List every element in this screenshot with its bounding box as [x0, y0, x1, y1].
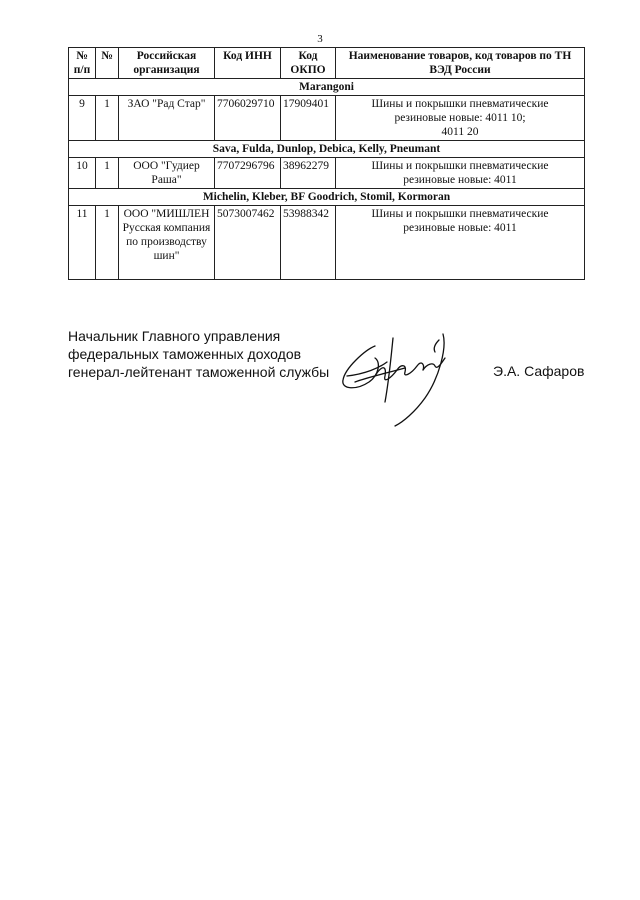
table-header-row [69, 48, 585, 79]
signatory-title-line: Начальник Главного управления [68, 328, 281, 344]
table-row [69, 158, 585, 189]
goods-line: Шины и покрышки пневматические [371, 160, 549, 172]
brand-group-row [69, 141, 585, 158]
goods-line: Шины и покрышки пневматические [371, 208, 549, 220]
cell-goods [336, 206, 585, 280]
goods-line: резиновые новые: 4011 [403, 222, 517, 234]
brand-group-label: Michelin, Kleber, BF Goodrich, Stomil, Kormoran [69, 189, 585, 206]
goods-line: Шины и покрышки пневматические [371, 98, 549, 110]
cell-okpo: 38962279 [281, 158, 336, 189]
cell-inn: 7706029710 [215, 96, 281, 141]
header-inn: Код ИНН [215, 48, 281, 79]
brand-group-row [69, 189, 585, 206]
goods-line: 4011 20 [441, 126, 479, 138]
cell-okpo: 17909401 [281, 96, 336, 141]
brand-group-label: Sava, Fulda, Dunlop, Debica, Kelly, Pneumant [69, 141, 585, 158]
table-row [69, 206, 585, 280]
signatory-name: Э.А. Сафаров [493, 363, 585, 379]
header-okpo: Код ОКПО [281, 48, 336, 79]
cell-num: 1 [96, 96, 119, 141]
header-goods: Наименование товаров, код товаров по ТН ВЭД России [336, 48, 585, 79]
header-num-pp: № п/п [69, 48, 96, 79]
cell-inn: 5073007462 [215, 206, 281, 280]
header-organization: Российская организация [119, 48, 215, 79]
cell-num-pp: 10 [69, 158, 96, 189]
cell-num: 1 [96, 158, 119, 189]
signatory-title [68, 327, 329, 381]
signatory-title-line: федеральных таможенных доходов [68, 346, 302, 362]
brand-group-row [69, 79, 585, 96]
header-num: № [96, 48, 119, 79]
table-row [69, 96, 585, 141]
goods-table [68, 47, 585, 280]
handwritten-signature-icon [335, 318, 475, 428]
cell-num-pp: 9 [69, 96, 96, 141]
signatory-title-line: генерал-лейтенант таможенной службы [68, 364, 330, 380]
goods-line: резиновые новые: 4011 10; [394, 112, 526, 124]
cell-inn: 7707296796 [215, 158, 281, 189]
cell-num-pp: 11 [69, 206, 96, 280]
goods-line: резиновые новые: 4011 [403, 174, 517, 186]
cell-goods [336, 158, 585, 189]
cell-organization: ЗАО "Рад Стар" [119, 96, 215, 141]
cell-goods [336, 96, 585, 141]
cell-num: 1 [96, 206, 119, 280]
cell-okpo: 53988342 [281, 206, 336, 280]
page-number: 3 [317, 33, 323, 45]
cell-organization: ООО "Гудиер Раша" [119, 158, 215, 189]
brand-group-label: Marangoni [69, 79, 585, 96]
cell-organization: ООО "МИШЛЕН Русская компания по производству шин" [119, 206, 215, 280]
